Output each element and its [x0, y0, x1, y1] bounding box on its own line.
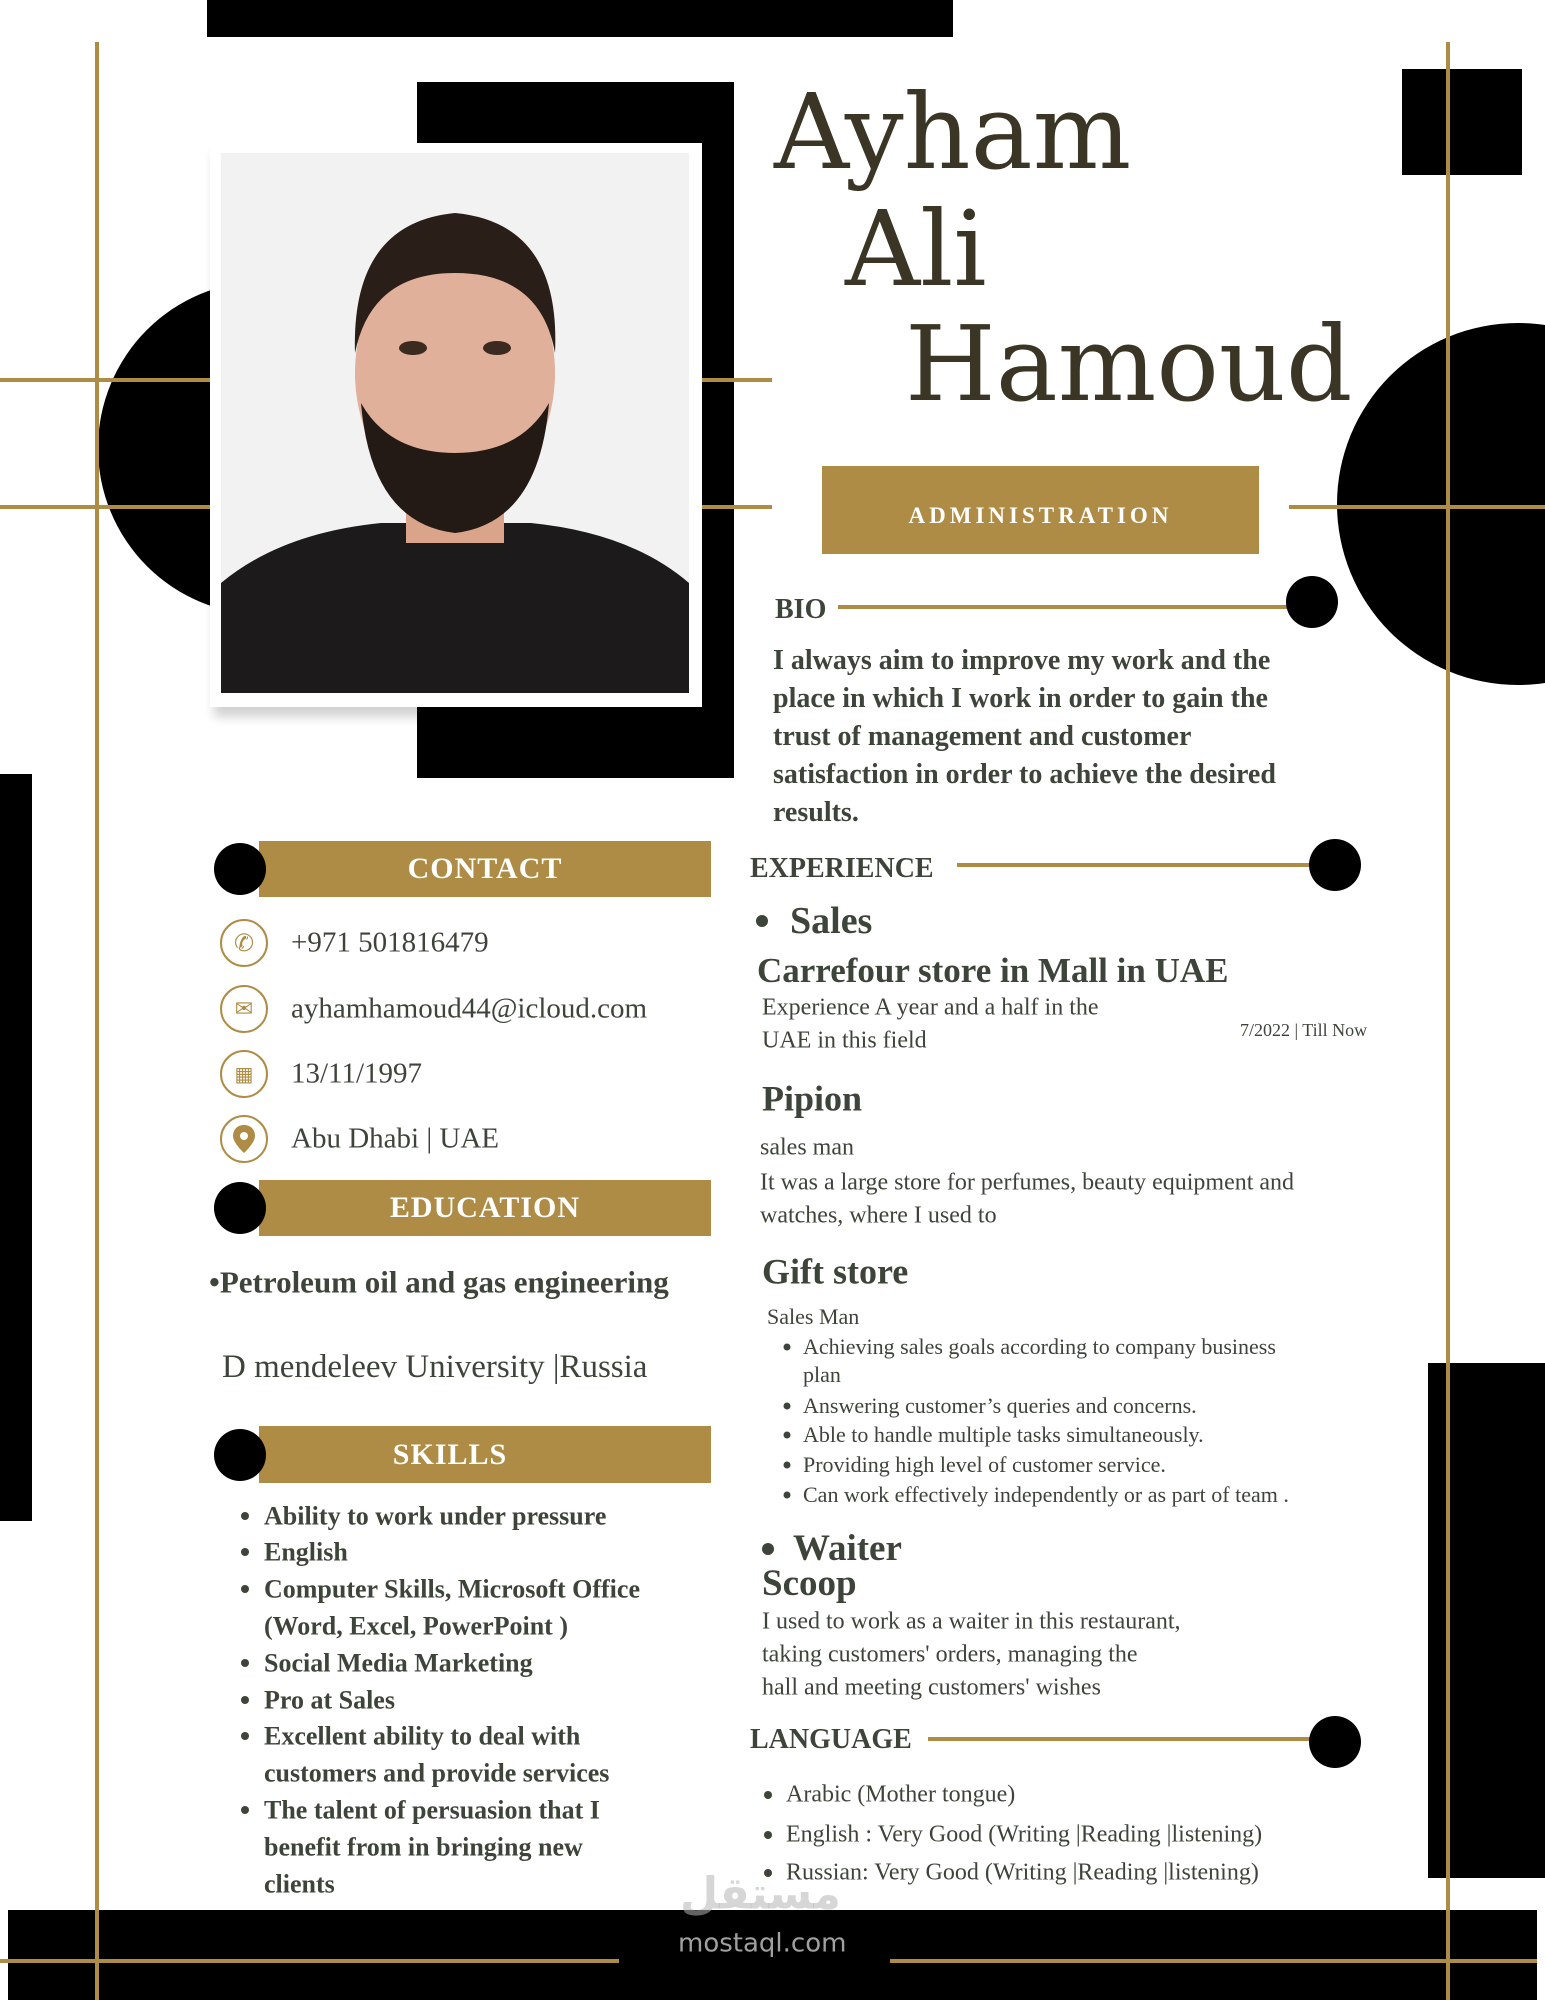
bullet — [756, 915, 768, 927]
language-dot — [1309, 1716, 1361, 1768]
exp-gift-title: Gift store — [762, 1251, 909, 1292]
exp-sales-desc: UAE in this field — [762, 1027, 927, 1054]
bullet — [241, 1585, 249, 1593]
bullet — [762, 1543, 774, 1555]
skill-item: benefit from in bringing new — [264, 1832, 583, 1862]
contact-dot — [214, 843, 266, 895]
left-black-strip — [0, 774, 32, 1521]
bullet — [241, 1512, 249, 1520]
language-line — [928, 1737, 1310, 1741]
gold-horizontal-line — [702, 505, 772, 509]
experience-dot — [1309, 839, 1361, 891]
top-black-bar — [207, 0, 953, 37]
bullet — [784, 1462, 791, 1469]
name-middle: Ali — [845, 188, 987, 310]
education-degree: •Petroleum oil and gas engineering — [209, 1264, 669, 1300]
skill-item: Pro at Sales — [264, 1685, 395, 1715]
gold-horizontal-line — [1289, 505, 1545, 509]
contact-birthdate: 13/11/1997 — [291, 1057, 423, 1090]
contact-heading: CONTACT — [407, 852, 563, 885]
language-item: Russian: Very Good (Writing |Reading |listening) — [786, 1859, 1259, 1886]
exp-sales-desc: Experience A year and a half in the — [762, 994, 1099, 1021]
education-heading-bar — [259, 1180, 711, 1236]
skill-item: Social Media Marketing — [264, 1648, 533, 1678]
skills-heading: SKILLS — [392, 1437, 508, 1471]
exp-pipion-role: sales man — [760, 1134, 854, 1161]
gold-horizontal-line — [0, 378, 210, 382]
bio-line-text: I always aim to improve my work and the — [773, 645, 1271, 677]
right-black-square — [1402, 69, 1522, 175]
experience-heading: EXPERIENCE — [750, 853, 934, 885]
name-first: Ayham — [774, 71, 1132, 193]
bullet — [764, 1831, 772, 1839]
gift-bullet: plan — [803, 1361, 841, 1387]
gold-vertical-line-left — [95, 42, 99, 2000]
skill-item: The talent of persuasion that I — [264, 1795, 600, 1825]
language-heading: LANGUAGE — [750, 1724, 912, 1756]
bio-line-text: satisfaction in order to achieve the desired — [773, 759, 1276, 791]
exp-waiter-desc: I used to work as a waiter in this restaurant, — [762, 1608, 1181, 1635]
experience-line — [957, 863, 1314, 867]
skill-item: English — [264, 1537, 348, 1567]
bullet — [784, 1492, 791, 1499]
exp-pipion-title: Pipion — [762, 1078, 863, 1119]
profile-photo — [221, 153, 689, 693]
location-pin-icon — [220, 1115, 268, 1163]
exp-pipion-desc: It was a large store for perfumes, beauty equipment and — [760, 1169, 1295, 1196]
skills-heading-bar — [259, 1426, 711, 1483]
gold-vertical-line-right — [1446, 42, 1450, 2000]
gold-horizontal-line — [702, 378, 772, 382]
bio-dot — [1286, 576, 1338, 628]
name-last: Hamoud — [905, 303, 1353, 425]
contact-phone[interactable]: +971 501816479 — [291, 926, 489, 959]
skill-item: Excellent ability to deal with — [264, 1721, 581, 1751]
contact-email[interactable]: ayhamhamoud44@icloud.com — [291, 992, 648, 1025]
language-item: English : Very Good (Writing |Reading |listening) — [786, 1821, 1263, 1848]
bullet — [241, 1548, 249, 1556]
exp-waiter-desc: hall and meeting customers' wishes — [762, 1674, 1101, 1701]
bullet — [784, 1344, 791, 1351]
watermark-arabic: مستقل — [680, 1868, 841, 1920]
bio-line-text: place in which I work in order to gain the — [773, 683, 1268, 715]
education-heading: EDUCATION — [389, 1191, 581, 1224]
bullet — [784, 1432, 791, 1439]
watermark-latin: mostaql.com — [678, 1928, 847, 1959]
skill-item: Computer Skills, Microsoft Office — [264, 1574, 640, 1604]
bio-line-text: trust of management and customer — [773, 721, 1192, 753]
bullet — [241, 1806, 249, 1814]
exp-sales-company: Carrefour store in Mall in UAE — [757, 951, 1229, 990]
phone-icon: ✆ — [220, 919, 268, 967]
bio-line — [838, 605, 1301, 609]
skill-item: customers and provide services — [264, 1758, 610, 1788]
right-circle — [1337, 323, 1545, 685]
email-icon: ✉ — [220, 985, 268, 1033]
gold-bottom-line — [0, 1959, 619, 1963]
exp-pipion-desc: watches, where I used to — [760, 1202, 997, 1229]
bio-line-text: results. — [773, 797, 859, 829]
calendar-icon: ▦ — [220, 1050, 268, 1098]
exp-waiter-company: Scoop — [762, 1562, 857, 1604]
gift-bullet: Able to handle multiple tasks simultaneously. — [803, 1421, 1204, 1447]
contact-location: Abu Dhabi | UAE — [291, 1122, 499, 1155]
bullet — [764, 1791, 772, 1799]
gift-bullet: Can work effectively independently or as part of team . — [803, 1481, 1289, 1507]
skill-item: Ability to work under pressure — [264, 1501, 607, 1531]
gift-bullet: Providing high level of customer service. — [803, 1451, 1166, 1477]
title-badge — [822, 466, 1259, 554]
contact-heading-bar — [259, 841, 711, 897]
bullet — [784, 1403, 791, 1410]
exp-sales-date: 7/2022 | Till Now — [1240, 1020, 1368, 1041]
education-dot — [214, 1182, 266, 1234]
education-university: D mendeleev University |Russia — [222, 1349, 648, 1386]
exp-waiter-title: Waiter — [793, 1527, 902, 1569]
bullet — [241, 1696, 249, 1704]
skill-item: clients — [264, 1869, 335, 1899]
gold-horizontal-line — [0, 505, 210, 509]
bio-heading: BIO — [775, 594, 827, 626]
exp-sales-title: Sales — [790, 900, 873, 943]
language-item: Arabic (Mother tongue) — [786, 1781, 1016, 1808]
title-badge-text: ADMINISTRATION — [908, 503, 1173, 528]
exp-waiter-desc: taking customers' orders, managing the — [762, 1641, 1138, 1668]
bullet — [241, 1659, 249, 1667]
exp-gift-role: Sales Man — [767, 1303, 860, 1329]
bullet — [241, 1732, 249, 1740]
gift-bullet: Answering customer’s queries and concerns. — [803, 1392, 1197, 1418]
skill-item: (Word, Excel, PowerPoint ) — [264, 1611, 568, 1641]
gift-bullet: Achieving sales goals according to company business — [803, 1333, 1276, 1359]
gold-bottom-line — [890, 1959, 1537, 1963]
skills-dot — [214, 1429, 266, 1481]
